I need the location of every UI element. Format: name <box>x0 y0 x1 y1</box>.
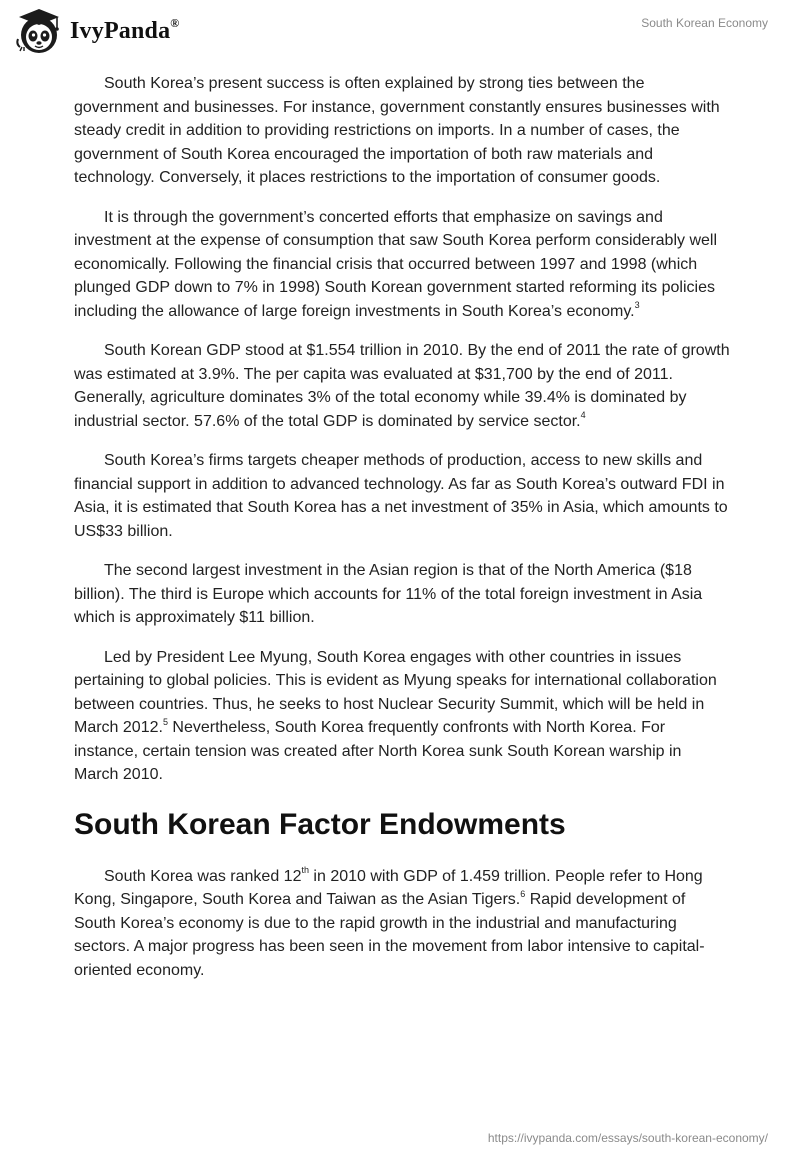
ordinal-suffix: th <box>301 865 309 876</box>
page-header <box>0 0 800 60</box>
brand-logo[interactable] <box>14 6 179 56</box>
paragraph: South Korea was ranked 12th in 2010 with GDP of 1.459 trillion. People refer to Hong Kong, Singapore, South Korea and Taiwan as the Asian Tigers.$^6$ Rapid development of South Korea’s economy is due to the rapid growth in the industrial and manufacturing sectors. A major progress has been seen in the movement from labor intensive to capital-oriented economy. <box>74 865 705 979</box>
source-url[interactable]: https://ivypanda.com/essays/south-korean-economy/ <box>487 1131 768 1145</box>
footnote-ref[interactable]: 4 <box>580 410 586 421</box>
paragraph: South Korean GDP stood at $1.554 trillion in 2010. By the end of 2011 the rate of growth was estimated at 3.9%. The per capita was evaluated at $31,700 by the end of 2011. Generally, agriculture dominates 3% of the total economy while 39.4% is dominated by industrial sector. 57.6% of the total GDP is dominated by service sector.$^4$ <box>74 342 730 430</box>
footnote-ref[interactable]: 5 <box>162 716 168 727</box>
footnote-ref[interactable]: 6 <box>520 888 526 899</box>
footnote-ref[interactable]: 3 <box>634 300 640 311</box>
panda-graduate-icon <box>14 6 64 56</box>
paragraph: It is through the government’s concerted efforts that emphasize on savings and investment at the expense of consumption that saw South Korea perform considerably well economically. Following the financial crisis that occurred between 1997 and 1998 (which plunged GDP down to 7% in 1998) South Korean government started reforming its policies including the allowance of large foreign investments in South Korea’s economy.$^3$ <box>74 208 718 320</box>
paragraph: The second largest investment in the Asian region is that of the North America ($18 billion). The third is Europe which accounts for 11% of the total foreign investment in Asia which is approximately $11 billion. <box>74 562 703 626</box>
essay-body <box>74 72 730 998</box>
paragraph: South Korea’s present success is often explained by strong ties between the government and businesses. For instance, government constantly ensures businesses with steady credit in addition to providing restrictions on imports. In a number of cases, the government of South Korea encouraged the importation of both raw materials and technology. Conversely, it places restrictions to the importation of consumer goods. <box>74 75 720 186</box>
paragraph: Led by President Lee Myung, South Korea engages with other countries in issues pertaining to global policies. This is evident as Myung speaks for international collaboration between countries. Thus, he seeks to host Nuclear Security Summit, which will be held in March 2012.$^5$ Nevertheless, South Korea frequently confronts with North Korea. For instance, certain tension was created after North Korea sunk South Korean warship in March 2010. <box>74 648 717 783</box>
document-title: South Korean Economy <box>641 16 768 30</box>
paragraph: South Korea’s firms targets cheaper methods of production, access to new skills and financial support in addition to advanced technology. As far as South Korea’s outward FDI in Asia, it is estimated that South Korea has a net investment of 35% in Asia, which amounts to US$33 billion. <box>74 452 728 540</box>
section-heading: South Korean Factor Endowments <box>74 807 566 841</box>
brand-name: IvyPanda® <box>70 15 180 44</box>
